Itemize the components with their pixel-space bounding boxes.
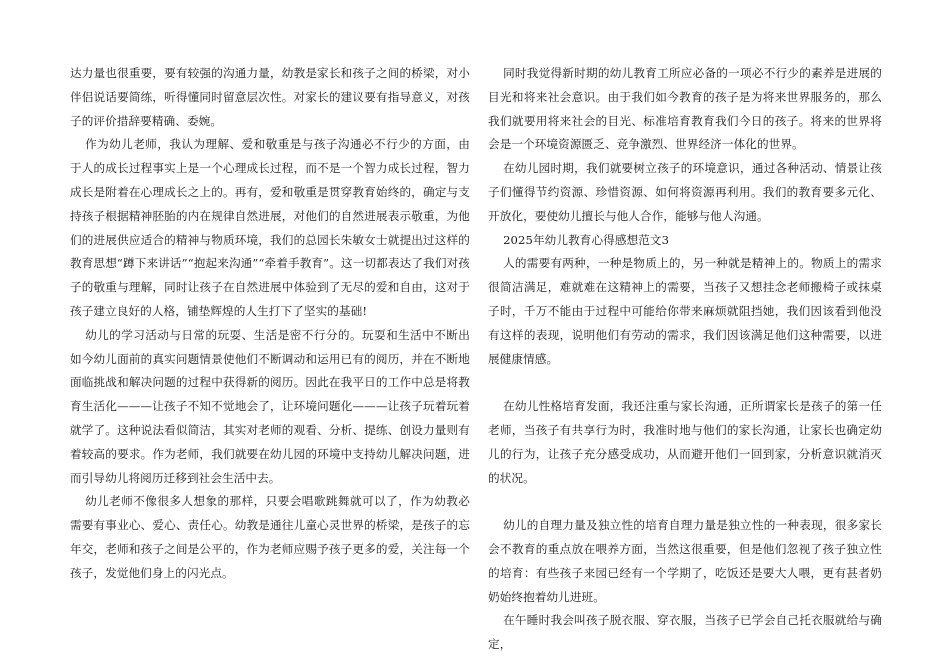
section-heading: 2025年幼儿教育心得感想范文3 [503,232,670,247]
right-column [488,62,882,657]
paragraph: 幼儿的自理力量及独立性的培育自理力量是独立性的一种表现，很多家长会不教育的重点放在喂养方面，当然这很重要，但是他们忽视了孩子独立性的培育：有些孩子来园已经有一个学期了，吃饭还是要大人喂，更有甚者奶奶始终抱着幼儿进班。 [488,518,882,604]
paragraph: 在午睡时我会叫孩子脱衣服、穿衣服，当孩子已学会自己托衣服就给与确定， [488,613,882,652]
paragraph: 在幼儿性格培育发面，我还注重与家长沟通，正所谓家长是孩子的第一任老师，当孩子有共享行为时，我准时地与他们的家长沟通，让家长也确定幼儿的行为，让孩子充分感受成功，从而避开他们一回到家，分析意识就消灭的状况。 [488,399,882,485]
paragraph: 幼儿老师不像很多人想象的那样，只要会唱歌跳舞就可以了，作为幼教必需要有事业心、爱心、责任心。幼教是通往儿童心灵世界的桥梁，是孩子的忘年交，老师和孩子之间是公平的，作为老师应赐予孩子更多的爱，关注每一个孩子，发觉他们身上的闪光点。 [70,494,470,580]
paragraph: 在幼儿园时期，我们就要树立孩子的环境意识，通过各种活动、情景让孩子们懂得节约资源、珍惜资源、如何将资源再利用。我们的教育要多元化、开放化，要使幼儿擅长与他人合作，能够与他人沟通。 [488,161,882,223]
paragraph: 达力量也很重要，要有较强的沟通力量，幼教是家长和孩子之间的桥梁，对小伴侣说话要简练，听得懂同时留意层次性。对家长的建议要有指导意义，对孩子的评价措辞要精确、委婉。 [70,66,470,128]
paragraph: 人的需要有两种，一种是物质上的，另一种就是精神上的。物质上的需求很简洁满足，难就难在这精神上的需要，当孩子又想挂念老师搬椅子或抹桌子时，千万不能由于过程中可能给你带来麻烦就阻挡她，我们因该看到他没有这样的表现，说明他们有劳动的需求，我们因该满足他们这种需要，以进展健康情感。 [488,256,882,366]
paragraph: 作为幼儿老师，我认为理解、爱和敬重是与孩子沟通必不行少的方面，由于人的成长过程事实上是一个心理成长过程，而不是一个智力成长过程，智力成长是附着在心理成长之上的。再有，爱和敬重是贯穿教育始终的，确定与支持孩子根据精神胚胎的内在规律自然进展，对他们的自然进展表示敬重，为他们的进展供应适合的精神与物质环境，我们的总园长朱敏女士就提出过这样的教育思想“蹲下来讲话”“抱起来沟通”“牵着手教育”。这一切都表达了我们对孩子的敬重与理解，同时让孩子在自然进展中体验到了无尽的爱和自由，这对于孩子建立良好的人格，铺垫辉煌的人生打下了坚实的基础! [70,137,470,318]
left-column [70,62,470,586]
paragraph: 同时我觉得新时期的幼儿教育工所应必备的一项必不行少的素养是进展的目光和将来社会意识。由于我们如今教育的孩子是为将来世界服务的，那么我们就要用将来社会的目光、标准培育教育我们今日的孩子。将来的世界将会是一个环境资源匮乏、竞争激烈、世界经济一体化的世界。 [488,66,882,152]
paragraph: 幼儿的学习活动与日常的玩耍、生活是密不行分的。玩耍和生活中不断出如今幼儿面前的真实问题情景使他们不断调动和运用已有的阅历，并在不断地面临挑战和解决问题的过程中获得新的阅历。因此在我平日的工作中总是将教育生活化———让孩子不知不觉地会了，让环境问题化———让孩子玩着玩着就学了。这种说法看似简洁，其实对老师的观看、分析、提练、创设力量则有着较高的要求。作为老师，我们就要在幼儿园的环境中支持幼儿解决问题，进而引导幼儿将阅历迁移到社会生活中去。 [70,327,470,485]
paragraph-gap [488,371,882,395]
paragraph-gap [488,490,882,514]
